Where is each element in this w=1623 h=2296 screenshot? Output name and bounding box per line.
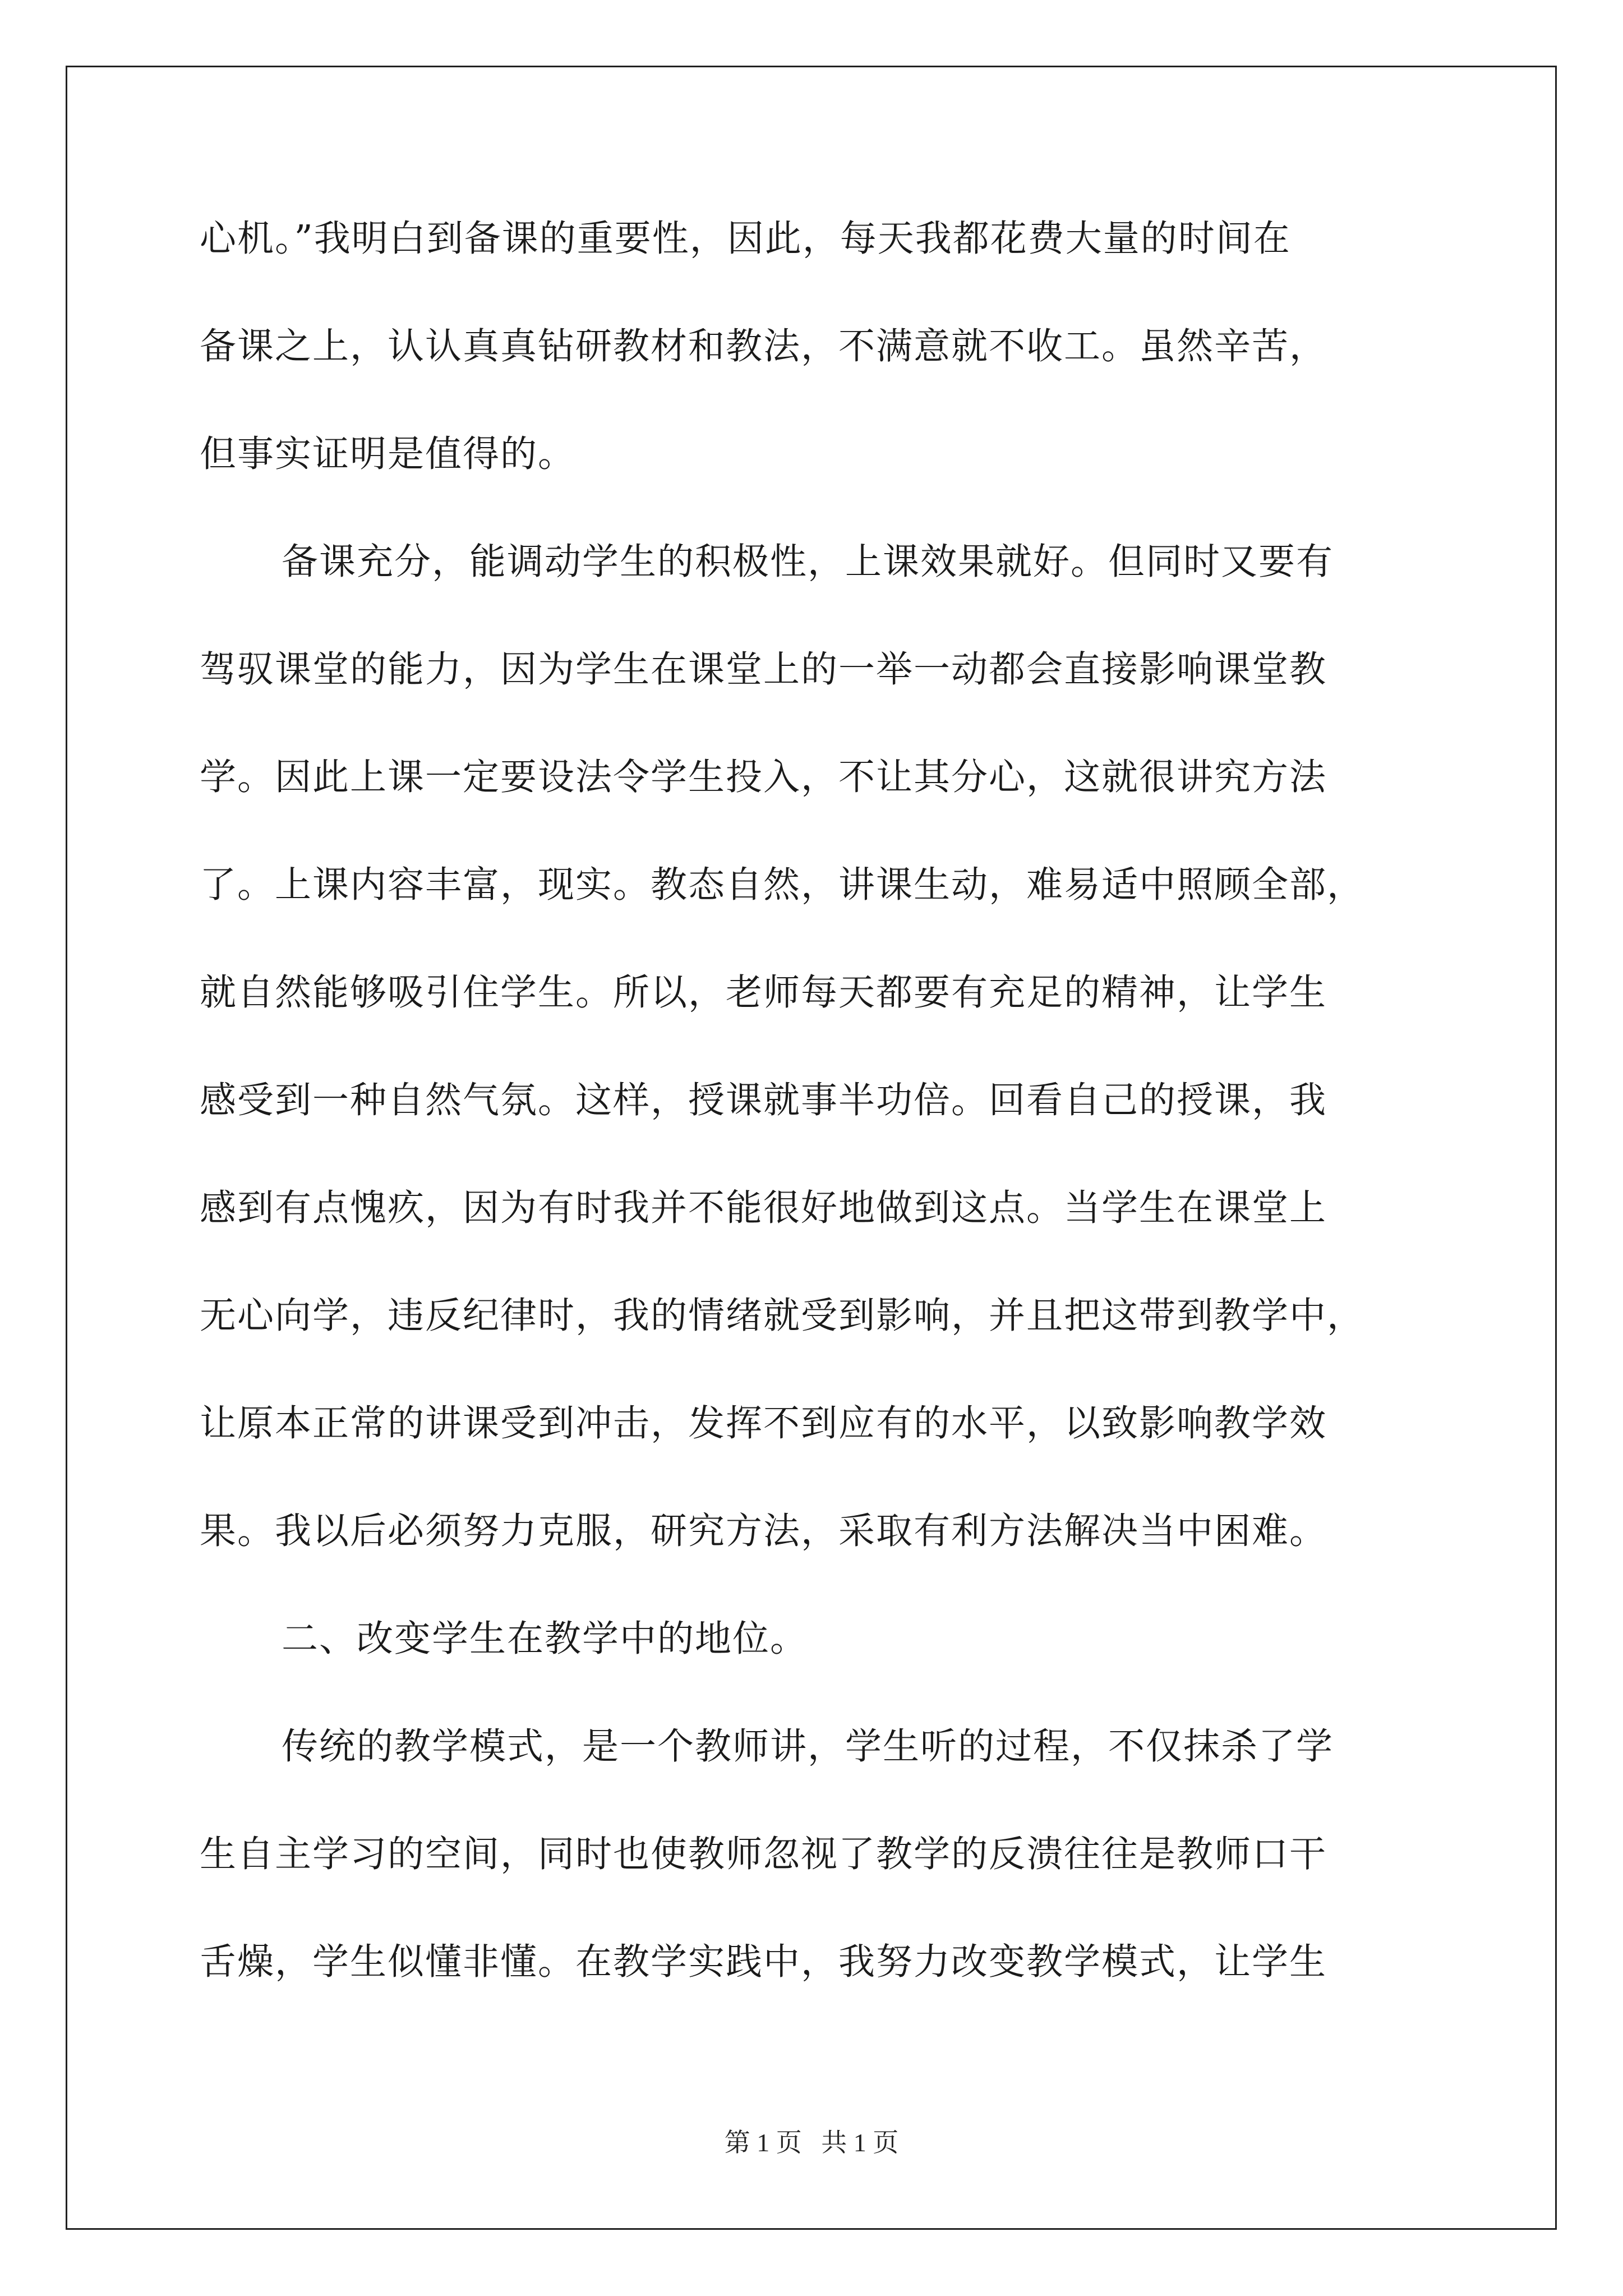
text-line-17: 舌燥，学生似懂非懂。在教学实践中，我努力改变教学模式，让学生 [200, 1941, 1327, 1983]
text-line-12: 让原本正常的讲课受到冲击，发挥不到应有的水平，以致影响教学效 [200, 1402, 1327, 1444]
text-line-2: 备课之上，认认真真钻研教材和教法，不满意就不收工。虽然辛苦， [200, 325, 1327, 367]
text-line-1: 心机。”我明白到备课的重要性，因此，每天我都花费大量的时间在 [200, 218, 1291, 260]
text-line-6: 学。因此上课一定要设法令学生投入，不让其分心，这就很讲究方法 [200, 756, 1327, 798]
text-line-4: 备课充分，能调动学生的积极性，上课效果就好。但同时又要有 [282, 541, 1334, 583]
section-heading: 二、改变学生在教学中的地位。 [282, 1618, 808, 1660]
page-number-footer: 第 1 页 共 1 页 [724, 2128, 899, 2157]
text-line-7: 了。上课内容丰富，现实。教态自然，讲课生动，难易适中照顾全部， [200, 864, 1365, 906]
text-line-11: 无心向学，违反纪律时，我的情绪就受到影响，并且把这带到教学中， [200, 1295, 1365, 1337]
document-body [200, 212, 1461, 2043]
text-line-5: 驾驭课堂的能力，因为学生在课堂上的一举一动都会直接影响课堂教 [200, 648, 1327, 691]
text-line-10: 感到有点愧疚，因为有时我并不能很好地做到这点。当学生在课堂上 [200, 1187, 1327, 1229]
text-line-3: 但事实证明是值得的。 [200, 433, 576, 475]
text-line-16: 生自主学习的空间，同时也使教师忽视了教学的反溃往往是教师口干 [200, 1833, 1327, 1875]
text-line-8: 就自然能够吸引住学生。所以，老师每天都要有充足的精神，让学生 [200, 972, 1327, 1014]
text-line-13: 果。我以后必须努力克服，研究方法，采取有利方法解决当中困难。 [200, 1510, 1327, 1552]
text-line-9: 感受到一种自然气氛。这样，授课就事半功倍。回看自己的授课，我 [200, 1079, 1327, 1121]
text-line-15: 传统的教学模式，是一个教师讲，学生听的过程，不仅抹杀了学 [282, 1726, 1334, 1768]
